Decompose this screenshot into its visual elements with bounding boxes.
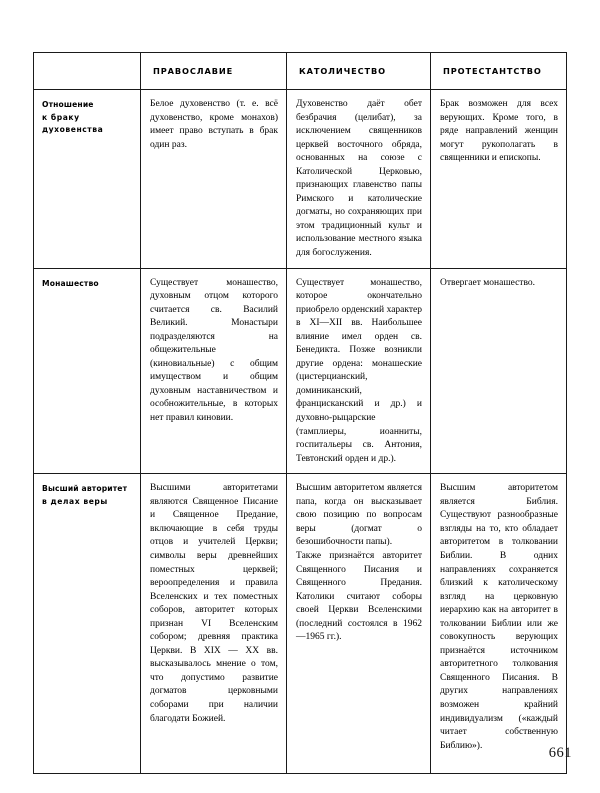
row-label-cell-monasticism	[34, 268, 141, 474]
header-label-catholicism: КАТОЛИЧЕСТВО	[299, 66, 387, 76]
cell-text-orthodoxy-monasticism: Существует монашество, духовным отцом которого считается св. Василий Великий. Монастыри подразделяются на общежительные (киновиальные) с общим имуществом и общим духовным наставничеством и особножительные, в которых нет правил киновии.	[150, 277, 278, 424]
cell-protestantism-clergy-marriage	[431, 90, 567, 269]
cell-orthodoxy-clergy-marriage	[141, 90, 287, 269]
cell-catholicism-clergy-marriage	[287, 90, 431, 269]
row-label-line2: в делах веры	[42, 496, 108, 506]
row-label-highest-authority	[34, 474, 140, 514]
header-label-orthodoxy: ПРАВОСЛАВИЕ	[153, 66, 234, 76]
cell-protestantism-monasticism	[431, 268, 567, 474]
header-label-protestantism: ПРОТЕСТАНТСТВО	[443, 66, 542, 76]
cell-catholicism-highest-authority	[287, 474, 431, 774]
cell-catholicism-monasticism	[287, 268, 431, 474]
row-label-line1: Отношение	[42, 100, 94, 109]
row-label-cell-highest-authority	[34, 474, 141, 774]
cell-orthodoxy-monasticism	[141, 268, 287, 474]
cell-text-protestantism-monasticism: Отвергает монашество.	[440, 277, 536, 288]
row-label-line1: Высший авторитет	[42, 484, 128, 494]
page-number: 661	[548, 745, 572, 761]
confession-comparison-table	[33, 52, 567, 774]
cell-text-catholicism-highest-authority	[287, 474, 430, 652]
header-cell-aspect	[34, 53, 141, 90]
row-label-cell-clergy-marriage	[34, 90, 141, 269]
table-row	[34, 268, 567, 474]
header-cell-protestantism	[431, 53, 567, 90]
cell-text-orthodoxy-highest-authority: Высшими авторитетами являются Священное Писание и Священное Предание, включающие в себя труды отцов и учителей Церкви; символы веры древнейших поместных церквей; вероопределения и правила Вселенских и тех поместных соборов, авторитет которых признан VI Вселенским собором; древняя практика Церкви. В XIX — XX вв. высказывалось мнение о том, что допустимо развитие догматов церковными соборами при наличии благодати Божией.	[150, 483, 278, 724]
cell-text-orthodoxy-clergy-marriage: Белое духовенство (т. е. всё духовенство, кроме монахов) имеет право вступать в брак один раз.	[150, 99, 278, 150]
table-row	[34, 474, 567, 774]
cell-text-protestantism-clergy-marriage: Брак возможен для всех верующих. Кроме того, в ряде направлений женщин могут рукополагать в священники и епископы.	[440, 99, 558, 164]
table-row	[34, 90, 567, 269]
cell-text-protestantism-highest-authority: Высшим авторитетом является Библия. Существуют разнообразные взгляды на то, кто обладает авторитетом в толковании Библии. В одних направлениях сохраняется близкий к католическому взгляд на церковную иерархию как на авторитет в толковании Библии или же совокупность верующих признаётся источником авторитетного толкования Священного Писания. В других направлениях возможен крайний индивидуализм («каждый читает собственную Библию»).	[440, 483, 558, 751]
cell-orthodoxy-highest-authority	[141, 474, 287, 774]
cell-paragraph-2: Также признаётся авторитет Священного Писания и Священного Предания. Католики считают соборы своей Церкви Вселенскими (последний состоялся в 1962—1965 гг.).	[296, 550, 422, 643]
cell-text-catholicism-monasticism: Существует монашество, которое окончательно приобрело орденский характер в XI—XII вв. Наибольшее влияние имел орден св. Бенедикта. Позже возникли другие ордена: монашеские (цистерцианский, доминиканский, францисканский и др.) и духовно-рыцарские (тамплиеры, иоанниты, госпитальеры св. Антония, Тевтонский орден и др.).	[296, 277, 422, 464]
table-header-row	[34, 53, 567, 90]
row-label-clergy-marriage	[34, 90, 140, 143]
row-label-line2: к браку духовенства	[42, 112, 104, 135]
header-cell-catholicism	[287, 53, 431, 90]
row-label-line1: Монашество	[42, 278, 99, 288]
cell-text-catholicism-clergy-marriage: Духовенство даёт обет безбрачия (целибат), за исключением священников церквей восточного обряда, основанных на союзе с Католической Церковью, признающих главенство папы Римского и католические догматы, но сохраняющих при этом традиционный культ и использование местного языка для богослужения.	[296, 99, 422, 259]
row-label-monasticism	[34, 269, 140, 297]
cell-protestantism-highest-authority	[431, 474, 567, 774]
cell-paragraph-1: Высшим авторитетом является папа, когда он высказывает свою позицию по вопросам веры (догмат о безошибочности папы).	[296, 483, 422, 548]
header-cell-orthodoxy	[141, 53, 287, 90]
